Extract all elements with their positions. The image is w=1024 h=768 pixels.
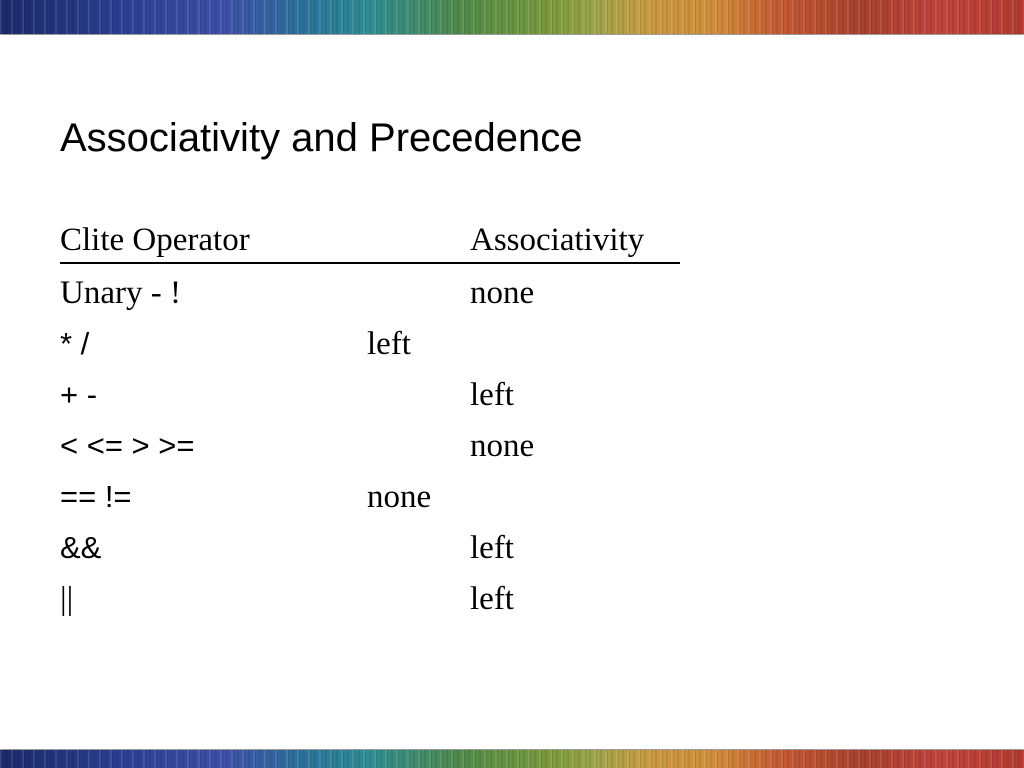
associativity-cell: left [470,377,514,413]
operator-cell: || [60,581,74,617]
header-operator: Clite Operator [60,222,250,258]
operator-cell: * / [60,326,90,361]
operator-cell: < <= > >= [60,428,195,463]
table-row [60,473,700,521]
associativity-cell: none [470,275,535,311]
bottom-decorative-stripe [0,750,1024,768]
associativity-cell: none [367,479,432,515]
associativity-cell: left [367,326,411,362]
table-header-row [60,218,680,264]
operator-cell: && [60,530,102,565]
operator-cell: Unary - ! [60,275,181,311]
table-row [60,422,700,470]
table-row [60,524,700,572]
table-row [60,371,700,419]
operator-cell: == != [60,479,132,514]
table-row [60,575,700,623]
associativity-cell: none [470,428,535,464]
operator-cell: + - [60,377,98,412]
top-decorative-stripe [0,0,1024,34]
associativity-cell: left [470,581,514,617]
slide-title: Associativity and Precedence [60,116,583,160]
header-associativity: Associativity [470,222,645,258]
associativity-cell: left [470,530,514,566]
table-row [60,320,700,368]
operator-table [60,218,700,638]
table-row [60,269,700,317]
